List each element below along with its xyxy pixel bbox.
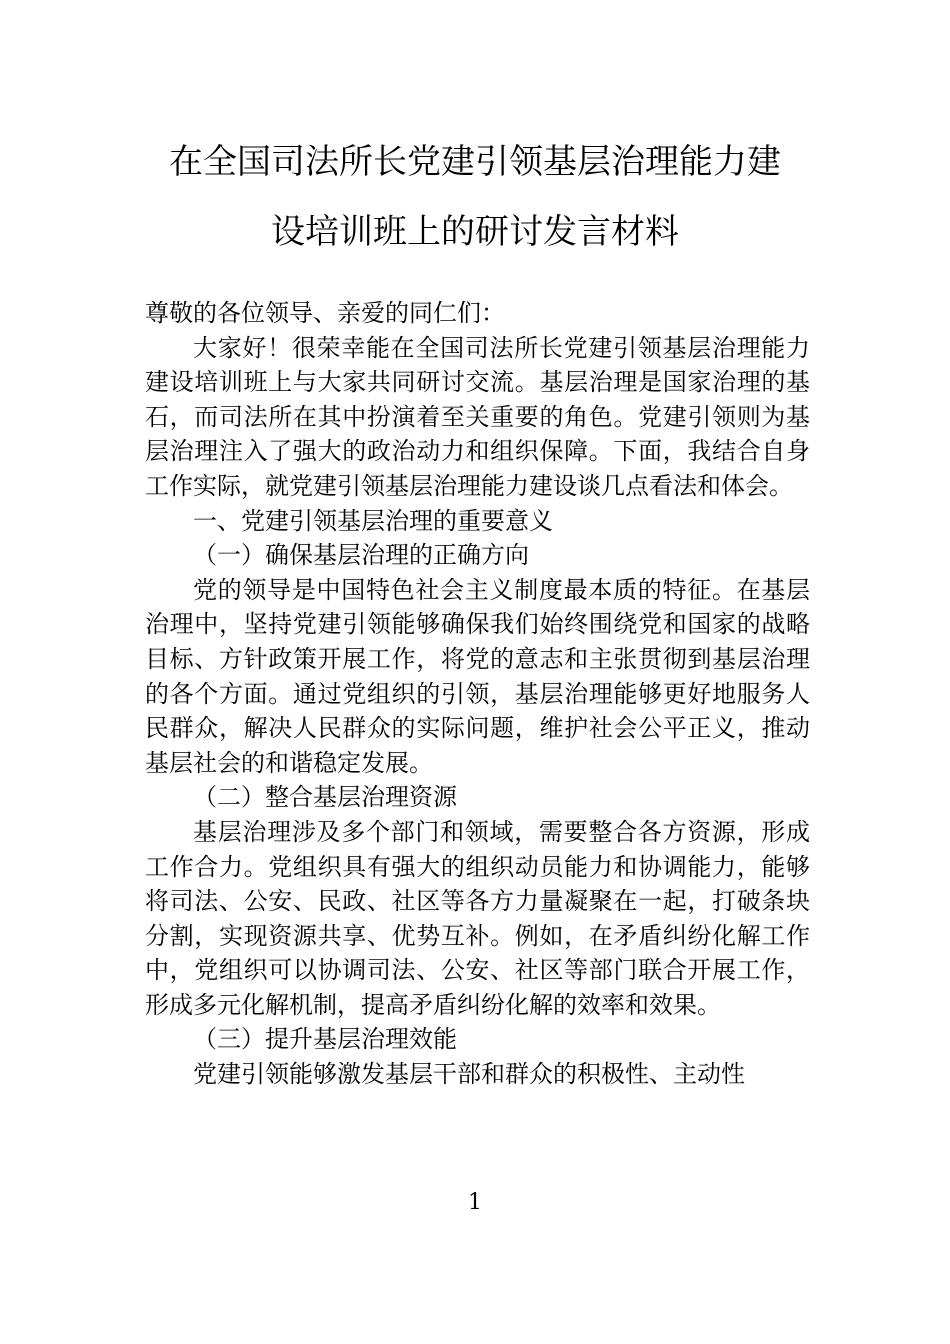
paragraph-resources: 基层治理涉及多个部门和领域，需要整合各方资源，形成工作合力。党组织具有强大的组织动员能力和协调能力，能够将司法、公安、民政、社区等各方力量凝聚在一起，打破条块分割，实现资源共享、优势互补。例如，在矛盾纠纷化解工作中，党组织可以协调司法、公安、社区等部门联合开展工作，形成多元化解机制，提高矛盾纠纷化解的效率和效果。 [145, 817, 810, 1019]
subsection-heading-2: （二）整合基层治理资源 [193, 783, 457, 812]
document-title-line-2: 设培训班上的研讨发言材料 [271, 212, 679, 252]
section-heading-1: 一、党建引领基层治理的重要意义 [193, 506, 553, 535]
salutation: 尊敬的各位领导、亲爱的同仁们： [145, 299, 505, 327]
page-number: 1 [468, 1190, 482, 1215]
document-body [145, 296, 810, 1092]
subsection-heading-1: （一）确保基层治理的正确方向 [193, 541, 529, 570]
document-title-line-1: 在全国司法所长党建引领基层治理能力建 [169, 142, 781, 182]
paragraph-efficiency: 党建引领能够激发基层干部和群众的积极性、主动性 [193, 1060, 745, 1089]
paragraph-opening: 大家好！很荣幸能在全国司法所长党建引领基层治理能力建设培训班上与大家共同研讨交流。基层治理是国家治理的基石，而司法所在其中扮演着至关重要的角色。党建引领则为基层治理注入了强大的政治动力和组织保障。下面，我结合自身工作实际，就党建引领基层治理能力建设谈几点看法和体会。 [145, 333, 810, 500]
subsection-heading-3: （三）提升基层治理效能 [193, 1025, 457, 1054]
paragraph-direction: 党的领导是中国特色社会主义制度最本质的特征。在基层治理中，坚持党建引领能够确保我们始终围绕党和国家的战略目标、方针政策开展工作，将党的意志和主张贯彻到基层治理的各个方面。通过党组织的引领，基层治理能够更好地服务人民群众，解决人民群众的实际问题，维护社会公平正义，推动基层社会的和谐稳定发展。 [145, 575, 810, 777]
